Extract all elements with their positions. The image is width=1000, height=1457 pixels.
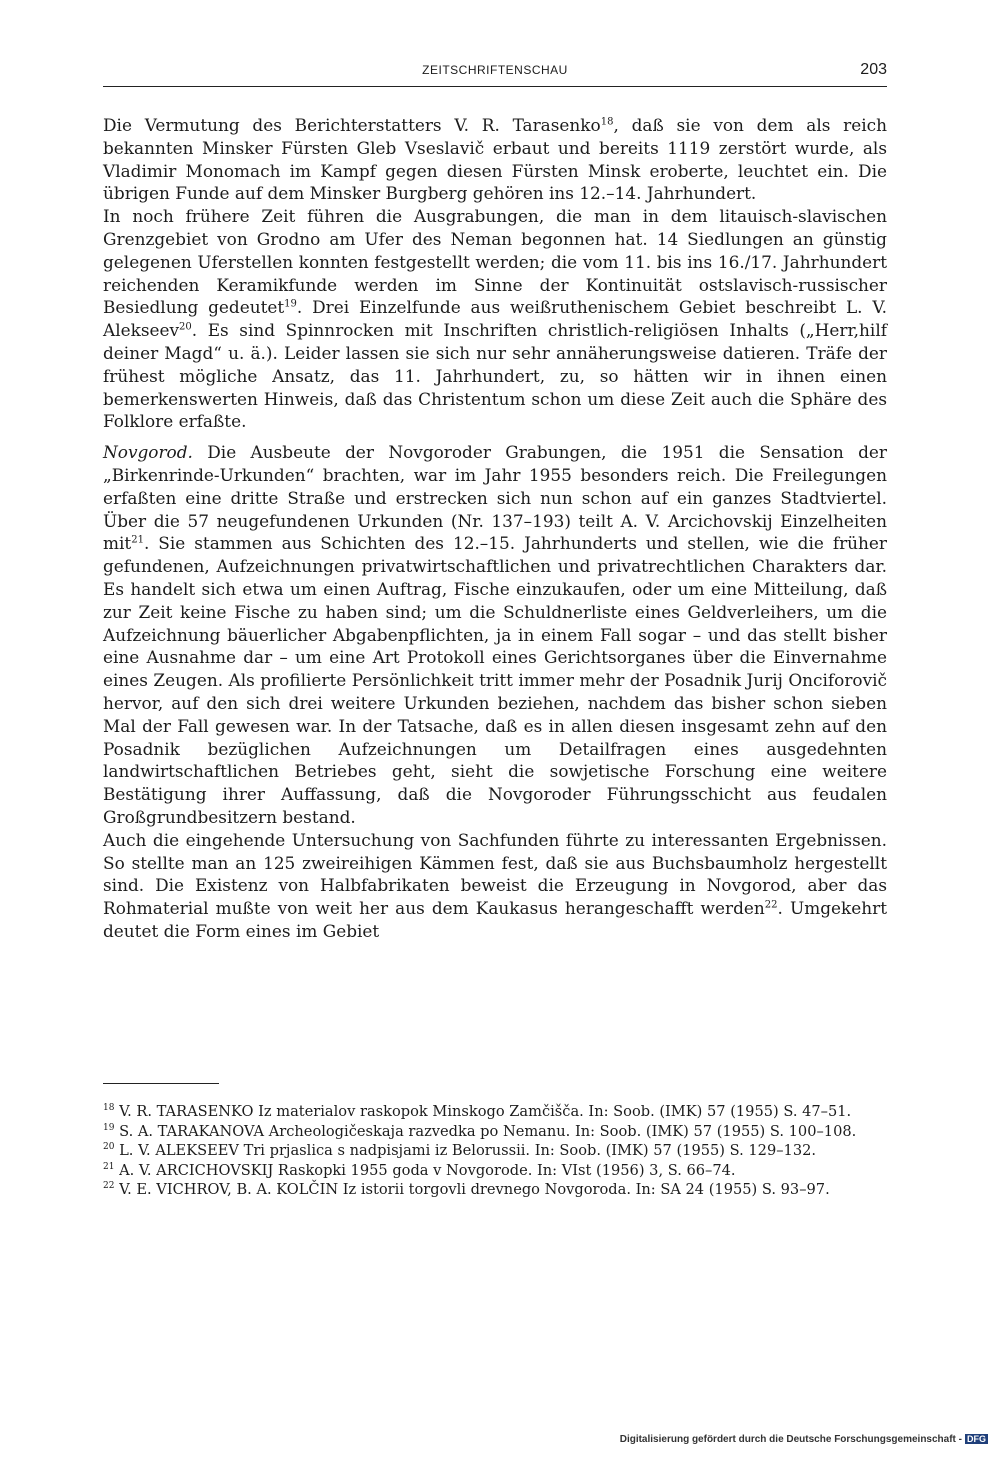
footnote [103,1161,887,1181]
body-text [103,114,887,943]
footnote-ref: 19 [284,298,297,310]
paragraph [103,441,887,829]
paragraph [103,829,887,943]
text-run: , daß sie von dem als reich bekannten Minsker Fürsten Gleb Vseslavič erbaut und bereits 1119 zerstört wurde, als Vladimir Monomach im Kampf gegen diesen Fürsten Minsk eroberte, leuchtet ein. Die übrigen Funde auf dem Minsker Burgberg gehören ins 12.–14. Jahrhundert. [103,115,887,204]
footnote-text: L. V. ALEKSEEV Tri prjaslica s nadpisjami iz Belorussii. In: Soob. (IMK) 57 (1955) S. 129–132. [119,1142,817,1159]
digitization-footer [620,1434,988,1445]
section-lead: Novgorod. [103,442,193,463]
footnote-ref: 22 [764,899,778,911]
paragraph [103,205,887,433]
footnote-ref: 18 [600,116,614,128]
page-number: 203 [860,61,887,78]
text-run: Die Vermutung des Berichterstatters V. R. Tarasenko [103,115,601,135]
footnote-number: 22 [103,1181,115,1192]
footnote [103,1141,887,1161]
footnote-rule [103,1083,219,1084]
digitization-note: Digitalisierung gefördert durch die Deutsche Forschungsgemeinschaft - [619,1434,962,1445]
footnote-ref: 21 [131,534,144,546]
footnote-text: A. V. ARCICHOVSKIJ Raskopki 1955 goda v Novgorode. In: VIst (1956) 3, S. 66–74. [119,1161,736,1179]
footnote-number: 19 [103,1122,115,1133]
text-run: Die Ausbeute der Novgoroder Grabungen, die 1951 die Sensation der „Birkenrinde-Urkunden“ brachten, war im Jahr 1955 besonders reich. Die Freilegungen erfaßten eine dritte Straße und erstrecken sich nun schon auf ein ganzes Stadtviertel. Über die 57 neugefundenen Urkunden (Nr. 137–193) teilt A. V. Arcichovskij Einzelheiten mit [103,442,887,554]
text-run: . Drei Einzelfunde aus weißruthenischem Gebiet beschreibt L. V. Alekseev [103,297,887,341]
footnote-text: S. A. TARAKANOVA Archeologičeskaja razvedka po Nemanu. In: Soob. (IMK) 57 (1955) S. 100–108. [119,1122,857,1140]
paragraph [103,114,887,205]
text-run: . Es sind Spinnrocken mit Inschriften christlich-religiösen Inhalts („Herr,hilf deiner Magd“ u. ä.). Leider lassen sie sich nur sehr annäherungsweise datieren. Träfe der frühest mögliche Ansatz, das 11. Jahrhundert, zu, so hätten wir in ihnen einen bemerkenswerten Hinweis, daß das Christentum schon um diese Zeit auch die Sphäre des Folklore erfaßte. [103,320,887,432]
footnote-text: V. E. VICHROV, B. A. KOLČIN Iz istorii torgovli drevnego Novgoroda. In: SA 24 (1955) S. 93–97. [119,1181,830,1198]
text-run: . Umgekehrt deutet die Form eines im Gebiet [103,898,887,941]
running-title: ZEITSCHRIFTENSCHAU [422,63,568,77]
footnote-number: 21 [103,1161,115,1172]
footnote-number: 18 [103,1103,115,1114]
header-rule [103,86,887,87]
footnote-number: 20 [103,1142,115,1153]
footnote-ref: 20 [179,321,192,333]
footnote-text: V. R. TARASENKO Iz materialov raskopok Minskogo Zamčišča. In: Soob. (IMK) 57 (1955) S. 47–51. [119,1103,852,1120]
footnote [103,1122,887,1142]
footnote [103,1102,887,1122]
text-run: . Sie stammen aus Schichten des 12.–15. Jahrhunderts und stellen, wie die früher gefundenen, Aufzeichnungen privatwirtschaftlichen und privatrechtlichen Charakters dar. Es handelt sich etwa um einen Auftrag, Fische einzukaufen, oder um eine Mitteilung, daß zur Zeit keine Fische zu haben sind; um die Schuldnerliste eines Geldverleihers, um die Aufzeichnung bäuerlicher Abgabenpflichten, ja in einem Fall sogar – und das stellt bisher eine Ausnahme dar – um eine Art Protokoll eines Gerichtsorganes über die Einvernahme eines Zeugen. Als profilierte Persönlichkeit tritt immer mehr der Posadnik Jurij Onciforovič hervor, auf den sich drei weitere Urkunden beziehen, nachdem das bisher schon sieben Mal der Fall gewesen war. In der Tatsache, daß es in allen diesen insgesamt zehn auf den Posadnik bezüglichen Aufzeichnungen um Detailfragen eines ausgedehnten landwirtschaftlichen Betriebes geht, sieht die sowjetische Forschung eine weitere Bestätigung ihrer Auffassung, daß die Novgoroder Führungsschicht aus feudalen Großgrundbesitzern bestand. [103,533,887,827]
text-run: Auch die eingehende Untersuchung von Sachfunden führte zu interessanten Ergebnissen. So stellte man an 125 zweireihigen Kämmen fest, daß sie aus Buchsbaumholz hergestellt sind. Die Existenz von Halbfabrikaten beweist die Erzeugung in Novgorod, aber das Rohmaterial mußte von weit her aus dem Kaukasus herangeschafft werden [103,829,887,919]
footnotes [103,1102,887,1200]
footnote [103,1180,887,1200]
text-run: In noch frühere Zeit führen die Ausgrabungen, die man in dem litauisch-slavischen Grenzgebiet von Grodno am Ufer des Neman begonnen hat. 14 Siedlungen an günstig gelegenen Uferstellen konnten festgestellt werden; die vom 11. bis ins 16./17. Jahrhundert reichenden Keramikfunde werden im Sinne der Kontinuität ostslavisch-russischer Besiedlung gedeutet [103,206,887,318]
dfg-logo: DFG [967,1434,986,1445]
running-header [103,61,887,83]
